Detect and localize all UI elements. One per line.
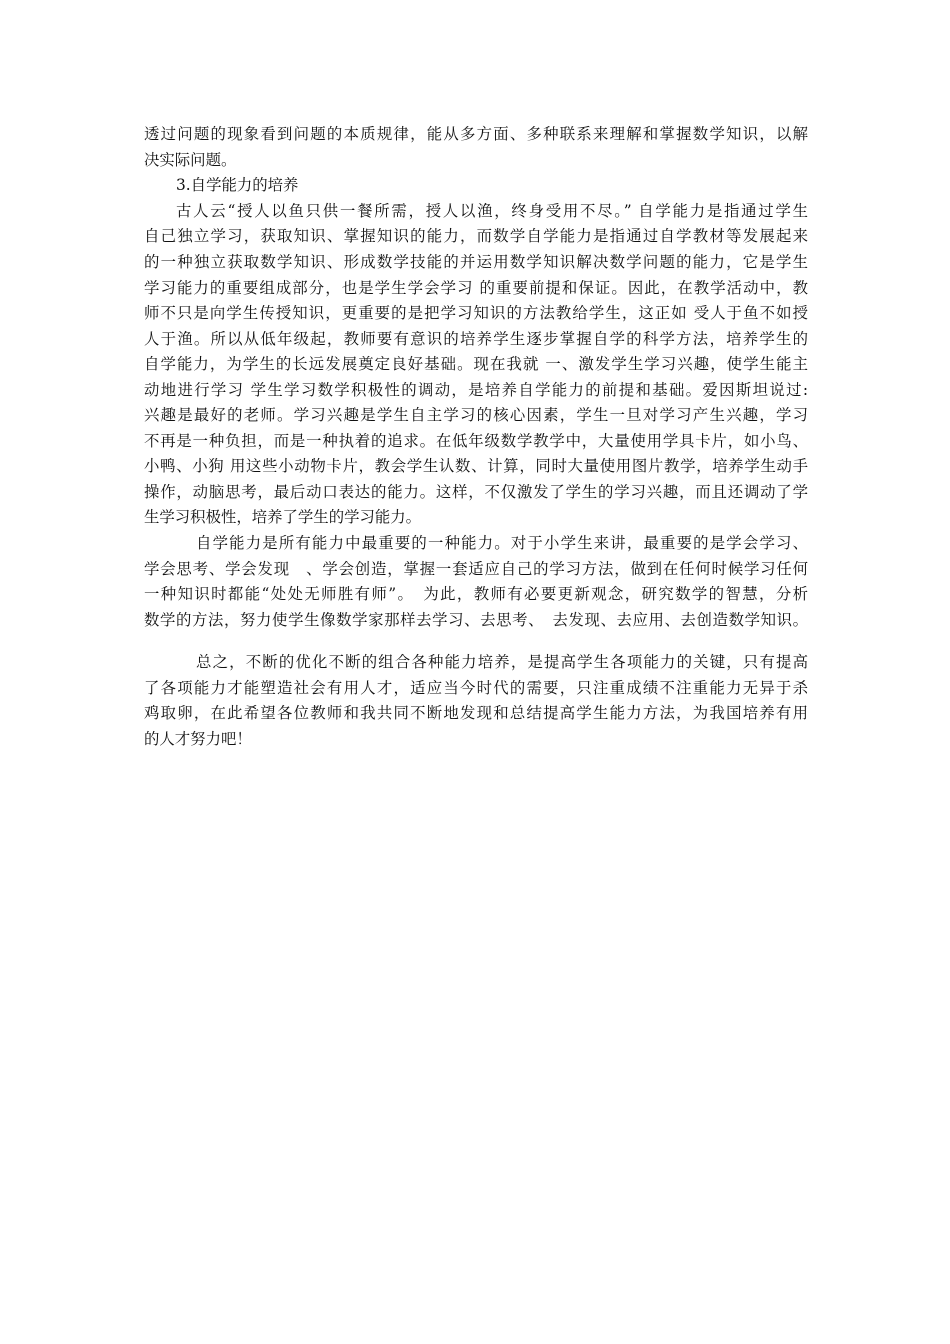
text-line: 自学能力是所有能力中最重要的一种能力。对于小学生来讲，最重要的是学会学习、 [196, 534, 808, 552]
text-line: 学习能力的重要组成部分，也是学生学会学习 的重要前提和保证。因此，在教学活动中，教 [144, 279, 808, 297]
text-line: 兴趣是最好的老师。学习兴趣是学生自主学习的核心因素，学生一旦对学习产生兴趣，学习 [144, 406, 808, 424]
text-line: 鸡取卵，在此希望各位教师和我共同不断地发现和总结提高学生能力方法，为我国培养有用 [144, 704, 808, 722]
text-line: 自己独立学习，获取知识、掌握知识的能力，而数学自学能力是指通过自学教材等发展起来 [144, 227, 808, 245]
text-line: 小鸭、小狗 用这些小动物卡片，教会学生认数、计算，同时大量使用图片教学，培养学生动手 [144, 457, 808, 475]
text-line: 总之，不断的优化不断的组合各种能力培养，是提高学生各项能力的关键，只有提高 [196, 653, 808, 671]
text-line: 古人云“授人以鱼只供一餐所需，授人以渔，终身受用不尽。” 自学能力是指通过学生 [176, 202, 808, 220]
section-heading: 3.自学能力的培养 [176, 176, 299, 194]
text-line: 的一种独立获取数学知识、形成数学技能的并运用数学知识解决数学问题的能力，它是学生 [144, 253, 808, 271]
text-line: 决实际问题。 [144, 151, 237, 169]
text-line: 师不只是向学生传授知识，更重要的是把学习知识的方法教给学生，这正如 受人于鱼不如授 [144, 304, 808, 322]
text-line: 动地进行学习 学生学习数学积极性的调动，是培养自学能力的前提和基础。爱因斯坦说过: [144, 381, 808, 399]
text-line: 人于渔。所以从低年级起，教师要有意识的培养学生逐步掌握自学的科学方法，培养学生的 [144, 330, 808, 348]
text-line: 不再是一种负担，而是一种执着的追求。在低年级数学教学中，大量使用学具卡片，如小鸟、 [144, 432, 808, 450]
text-line: 了各项能力才能塑造社会有用人才，适应当今时代的需要，只注重成绩不注重能力无异于杀 [144, 679, 808, 697]
text-line: 数学的方法，努力使学生像数学家那样去学习、去思考、 去发现、去应用、去创造数学知识。 [144, 611, 808, 629]
text-line: 自学能力，为学生的长远发展奠定良好基础。现在我就 一、激发学生学习兴趣，使学生能主 [144, 355, 808, 373]
text-line: 操作，动脑思考，最后动口表达的能力。这样，不仅激发了学生的学习兴趣，而且还调动了学 [144, 483, 808, 501]
text-line: 的人才努力吧！ [144, 730, 252, 748]
text-line: 一种知识时都能“处处无师胜有师”。 为此，教师有必要更新观念，研究数学的智慧，分析 [144, 585, 808, 603]
text-line: 学会思考、学会发现 、学会创造，掌握一套适应自己的学习方法，做到在任何时候学习任何 [144, 560, 808, 578]
text-line: 透过问题的现象看到问题的本质规律，能从多方面、多种联系来理解和掌握数学知识，以解 [144, 125, 808, 143]
text-line: 生学习积极性，培养了学生的学习能力。 [144, 508, 422, 526]
